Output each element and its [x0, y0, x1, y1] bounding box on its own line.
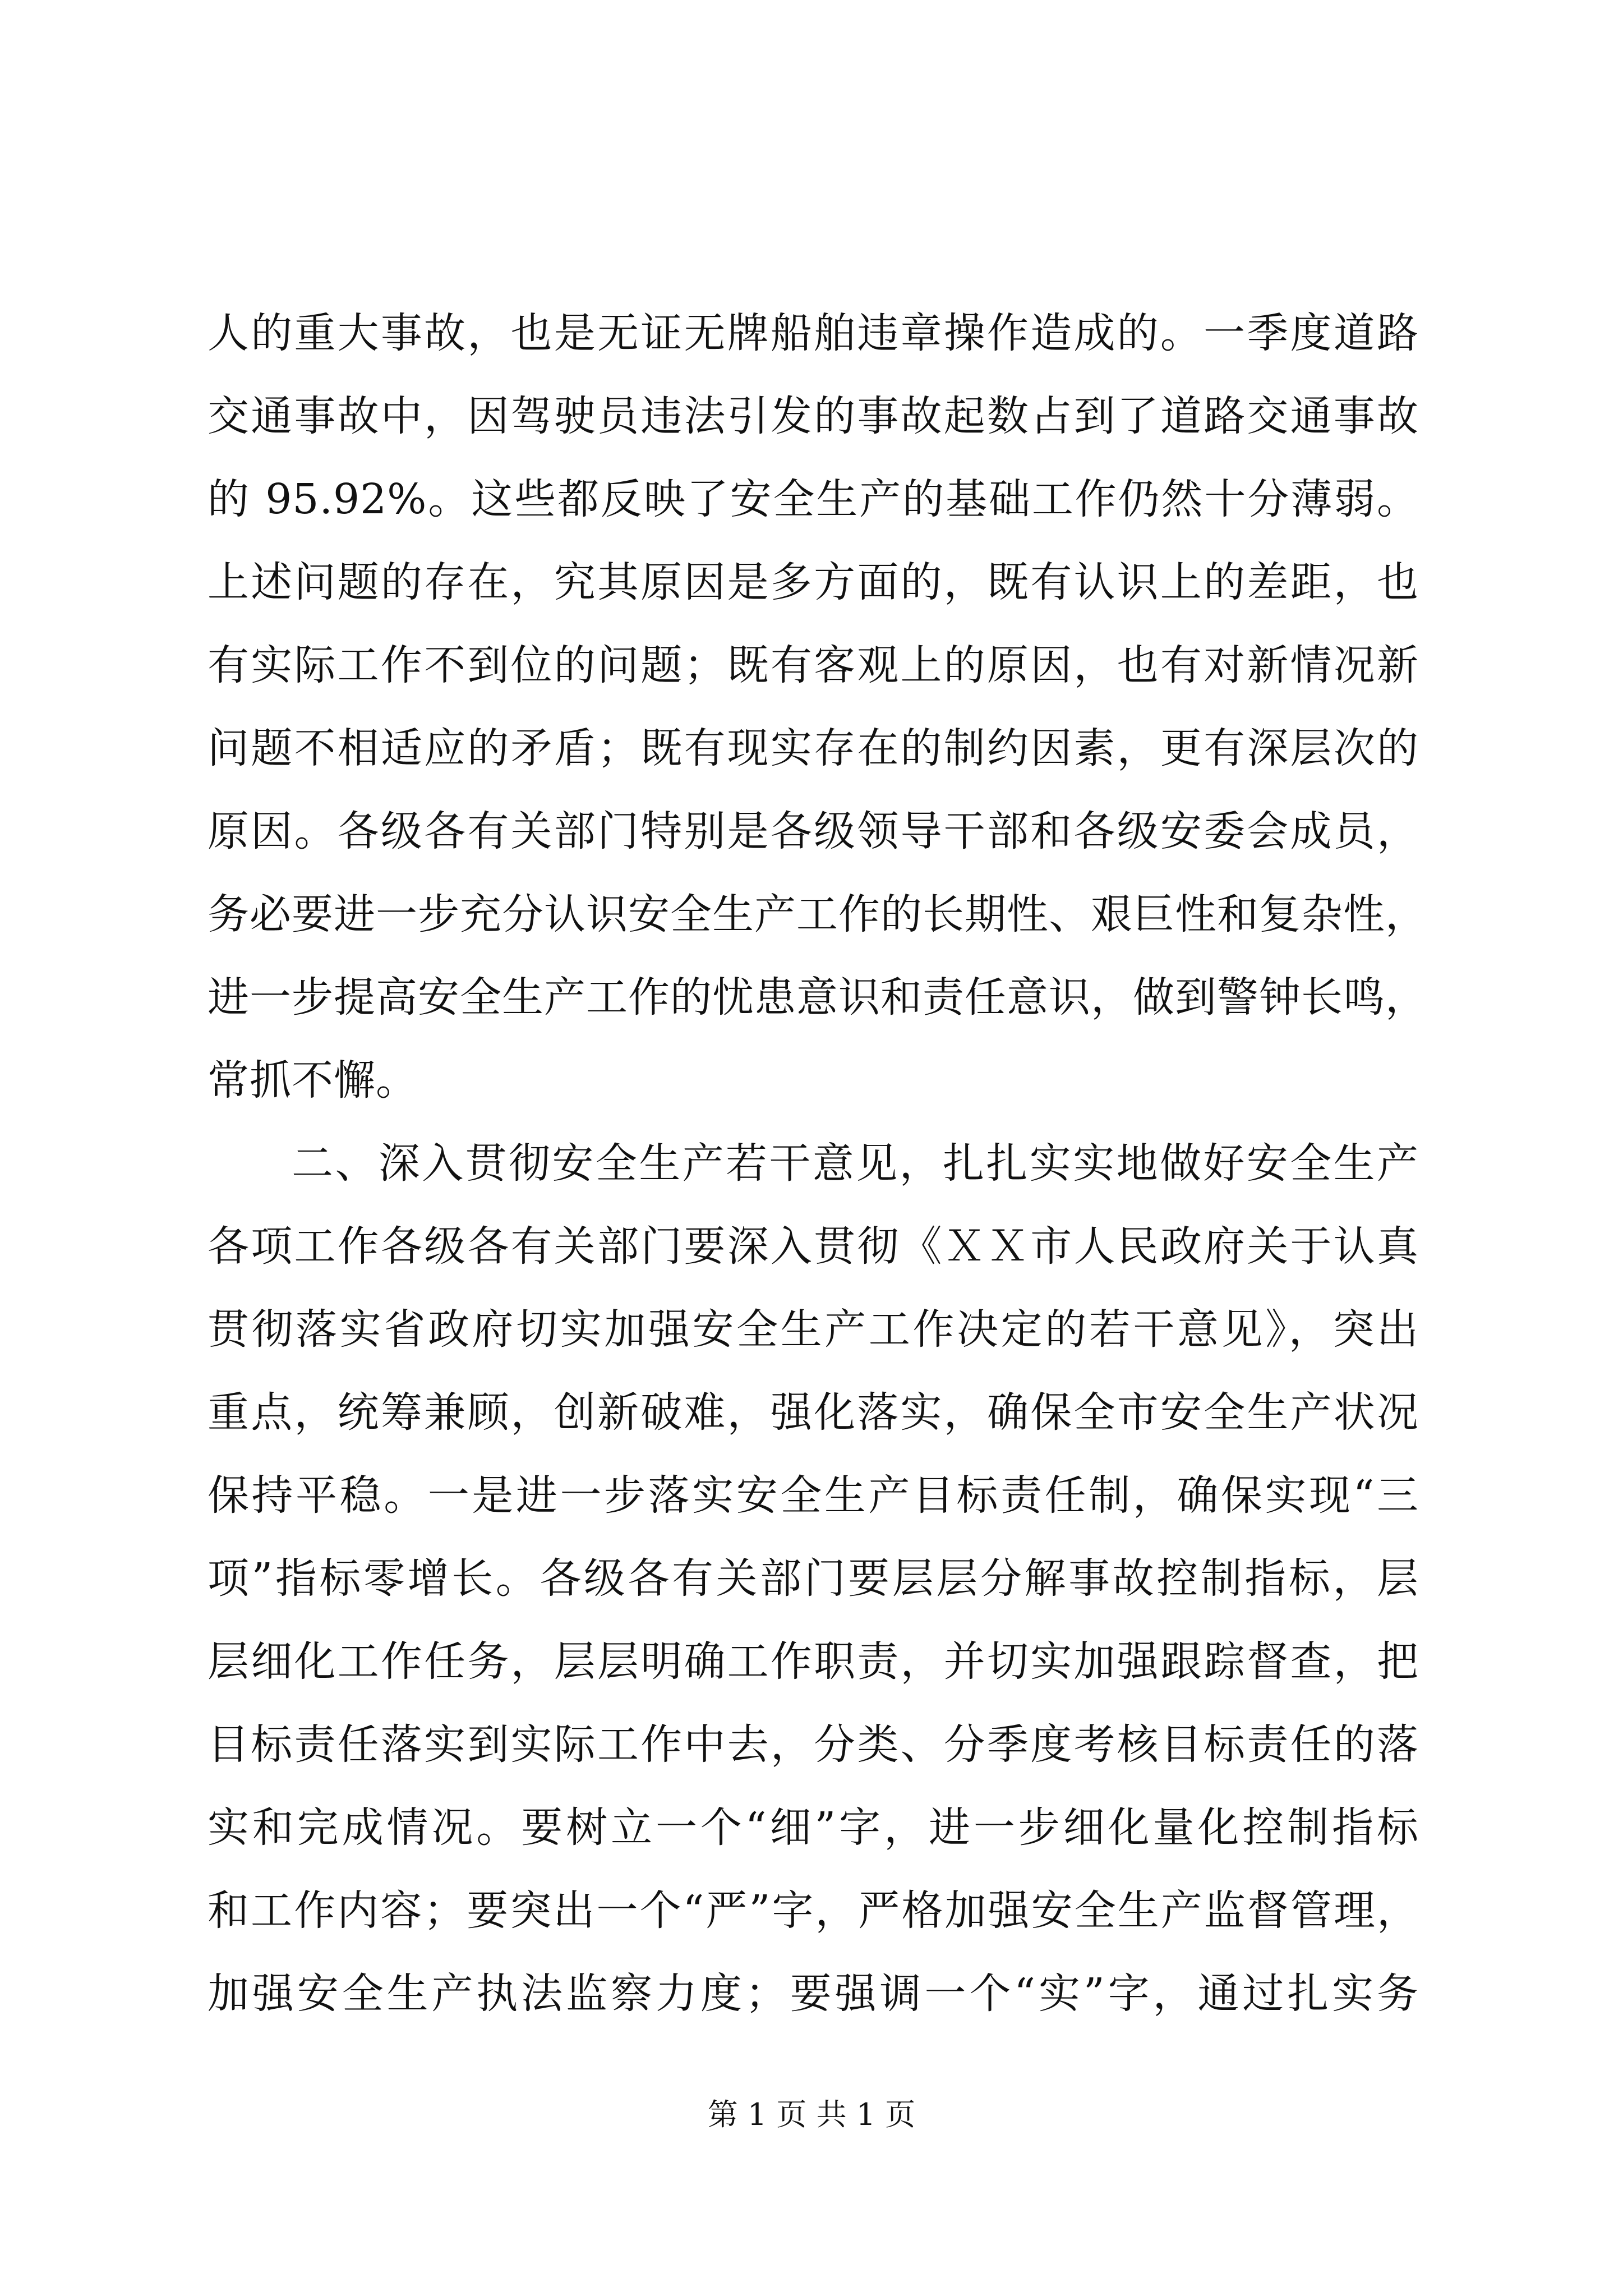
text-line: 人的重大事故，也是无证无牌船舶违章操作造成的。一季度道路 [208, 309, 1419, 357]
text-line: 的 95.92%。这些都反映了安全生产的基础工作仍然十分薄弱。 [208, 475, 1419, 523]
text-line: 务必要进一步充分认识安全生产工作的长期性、艰巨性和复杂性， [208, 890, 1427, 938]
text-line: 问题不相适应的矛盾；既有现实存在的制约因素，更有深层次的 [208, 724, 1419, 772]
text-line: 重点，统筹兼顾，创新破难，强化落实，确保全市安全生产状况 [208, 1388, 1419, 1437]
text-line: 原因。各级各有关部门特别是各级领导干部和各级安委会成员， [208, 807, 1419, 855]
section-heading-line: 二、深入贯彻安全生产若干意见，扎扎实实地做好安全生产 [292, 1139, 1419, 1188]
document-body [208, 292, 1427, 2035]
text-line: 加强安全生产执法监察力度；要强调一个“实”字，通过扎实务 [208, 1970, 1419, 2018]
text-line: 有实际工作不到位的问题；既有客观上的原因，也有对新情况新 [208, 641, 1419, 689]
text-line: 项”指标零增长。各级各有关部门要层层分解事故控制指标，层 [208, 1554, 1419, 1603]
text-line: 和工作内容；要突出一个“严”字，严格加强安全生产监督管理， [208, 1887, 1419, 1935]
text-line: 上述问题的存在，究其原因是多方面的，既有认识上的差距，也 [208, 558, 1419, 606]
paragraph-end-line: 常抓不懈。 [208, 1056, 418, 1105]
text-line: 实和完成情况。要树立一个“细”字，进一步细化量化控制指标 [208, 1803, 1419, 1852]
text-line: 交通事故中，因驾驶员违法引发的事故起数占到了道路交通事故 [208, 392, 1419, 440]
text-line: 各项工作各级各有关部门要深入贯彻《ＸＸ市人民政府关于认真 [208, 1222, 1419, 1271]
text-line: 目标责任落实到实际工作中去，分类、分季度考核目标责任的落 [208, 1720, 1419, 1769]
text-line: 贯彻落实省政府切实加强安全生产工作决定的若干意见》，突出 [208, 1305, 1419, 1354]
text-line: 层细化工作任务，层层明确工作职责，并切实加强跟踪督查，把 [208, 1637, 1419, 1686]
page-footer: 第 1 页 共 1 页 [707, 2097, 916, 2132]
text-line: 进一步提高安全生产工作的忧患意识和责任意识，做到警钟长鸣， [208, 973, 1427, 1022]
text-line: 保持平稳。一是进一步落实安全生产目标责任制，确保实现“三 [208, 1471, 1419, 1520]
